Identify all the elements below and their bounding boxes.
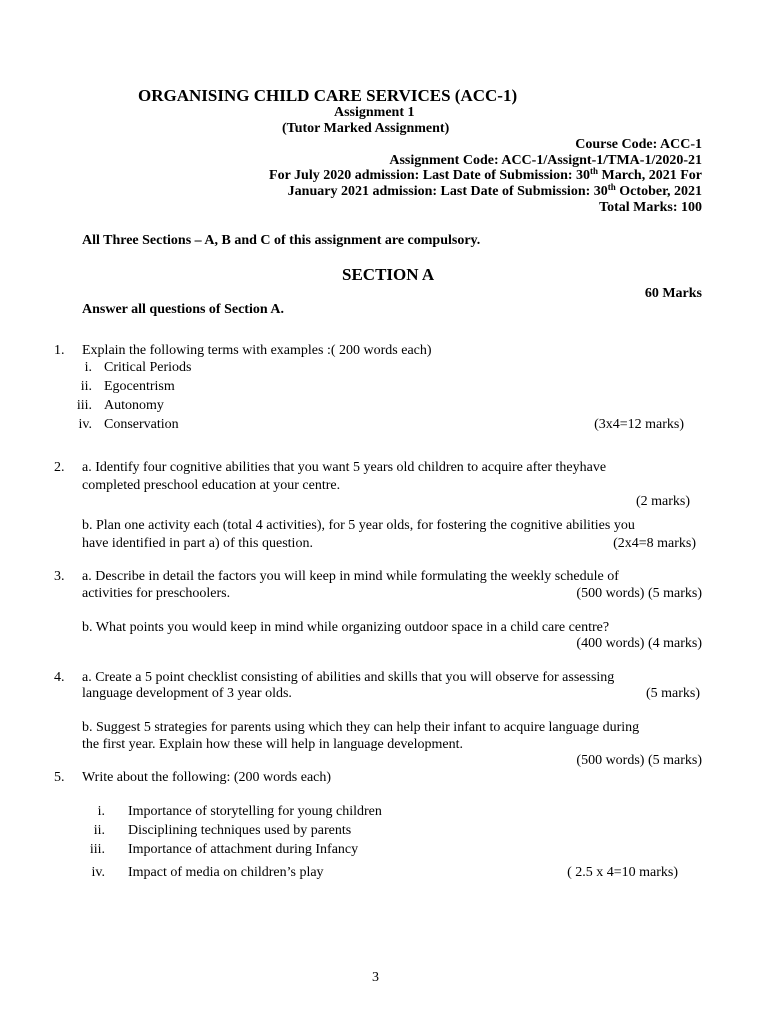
q1-item-number: ii.	[80, 379, 92, 394]
q4a-line: a. Create a 5 point checklist consisting of abilities and skills that you will observe for assessing	[82, 670, 615, 685]
section-instruction: Answer all questions of Section A.	[82, 302, 284, 317]
assignment-code: Assignment Code: ACC-1/Assignt-1/TMA-1/2020-21	[389, 153, 702, 168]
q1-item: Egocentrism	[104, 379, 175, 394]
q1-item-number: iv.	[78, 417, 92, 432]
document-title: ORGANISING CHILD CARE SERVICES (ACC-1)	[138, 86, 518, 105]
section-marks: 60 Marks	[644, 286, 702, 301]
question-2-number: 2.	[54, 460, 65, 475]
q5-item: Importance of storytelling for young children	[128, 804, 382, 819]
q1-item-number: iii.	[76, 398, 92, 413]
question-1-text: Explain the following terms with examples :( 200 words each)	[82, 343, 432, 358]
q5-item-number: iii.	[89, 842, 105, 857]
q4b-line: b. Suggest 5 strategies for parents using which they can help their infant to acquire language during	[82, 720, 640, 735]
q1-item: Conservation	[104, 417, 179, 432]
q5-item-number: i.	[97, 804, 105, 819]
q5-item: Importance of attachment during Infancy	[128, 842, 359, 857]
compulsory-note: All Three Sections – A, B and C of this assignment are compulsory.	[82, 233, 481, 248]
q3b-marks: (400 words) (4 marks)	[576, 636, 702, 651]
q3b-line: b. What points you would keep in mind while organizing outdoor space in a child care centre?	[82, 620, 610, 635]
course-code: Course Code: ACC-1	[575, 137, 702, 152]
question-4-number: 4.	[54, 670, 65, 685]
q2a-marks: (2 marks)	[635, 494, 690, 509]
question-5-text: Write about the following: (200 words each)	[82, 770, 332, 785]
q5-item: Impact of media on children’s play	[128, 865, 324, 880]
q5-marks: ( 2.5 x 4=10 marks)	[567, 865, 678, 880]
page-number: 3	[372, 970, 379, 985]
question-5-number: 5.	[54, 770, 65, 785]
q3a-line: activities for preschoolers.	[82, 586, 231, 601]
q2a-line: a. Identify four cognitive abilities that you want 5 years old children to acquire after theyhave	[82, 460, 607, 475]
tutor-marked-label: (Tutor Marked Assignment)	[282, 121, 450, 136]
q1-item: Critical Periods	[104, 360, 192, 375]
q4b-marks: (500 words) (5 marks)	[576, 753, 702, 768]
q4b-line: the first year. Explain how these will help in language development.	[82, 737, 464, 752]
july-submission-line: For July 2020 admission: Last Date of Submission: 30th March, 2021 For	[269, 166, 702, 183]
q2a-line: completed preschool education at your centre.	[82, 478, 341, 493]
q5-item-number: ii.	[93, 823, 105, 838]
section-title: SECTION A	[342, 265, 435, 284]
q5-item-number: iv.	[91, 865, 105, 880]
january-submission-line: January 2021 admission: Last Date of Submission: 30th October, 2021	[287, 182, 702, 199]
q4a-marks: (5 marks)	[645, 686, 700, 701]
question-1-number: 1.	[54, 343, 65, 358]
q2b-marks: (2x4=8 marks)	[613, 536, 696, 551]
total-marks: Total Marks: 100	[599, 200, 702, 215]
q3a-marks: (500 words) (5 marks)	[576, 586, 702, 601]
q1-marks: (3x4=12 marks)	[594, 417, 684, 432]
q4a-line: language development of 3 year olds.	[82, 686, 292, 701]
assignment-label: Assignment 1	[334, 105, 415, 120]
q1-item-number: i.	[84, 360, 92, 375]
q1-item: Autonomy	[104, 398, 164, 413]
q5-item: Disciplining techniques used by parents	[128, 823, 352, 838]
q3a-line: a. Describe in detail the factors you will keep in mind while formulating the weekly schedule of	[82, 569, 619, 584]
question-3-number: 3.	[54, 569, 65, 584]
q2b-line: b. Plan one activity each (total 4 activities), for 5 year olds, for fostering the cognitive abilities you	[82, 518, 635, 533]
q2b-line: have identified in part a) of this question.	[82, 536, 313, 551]
